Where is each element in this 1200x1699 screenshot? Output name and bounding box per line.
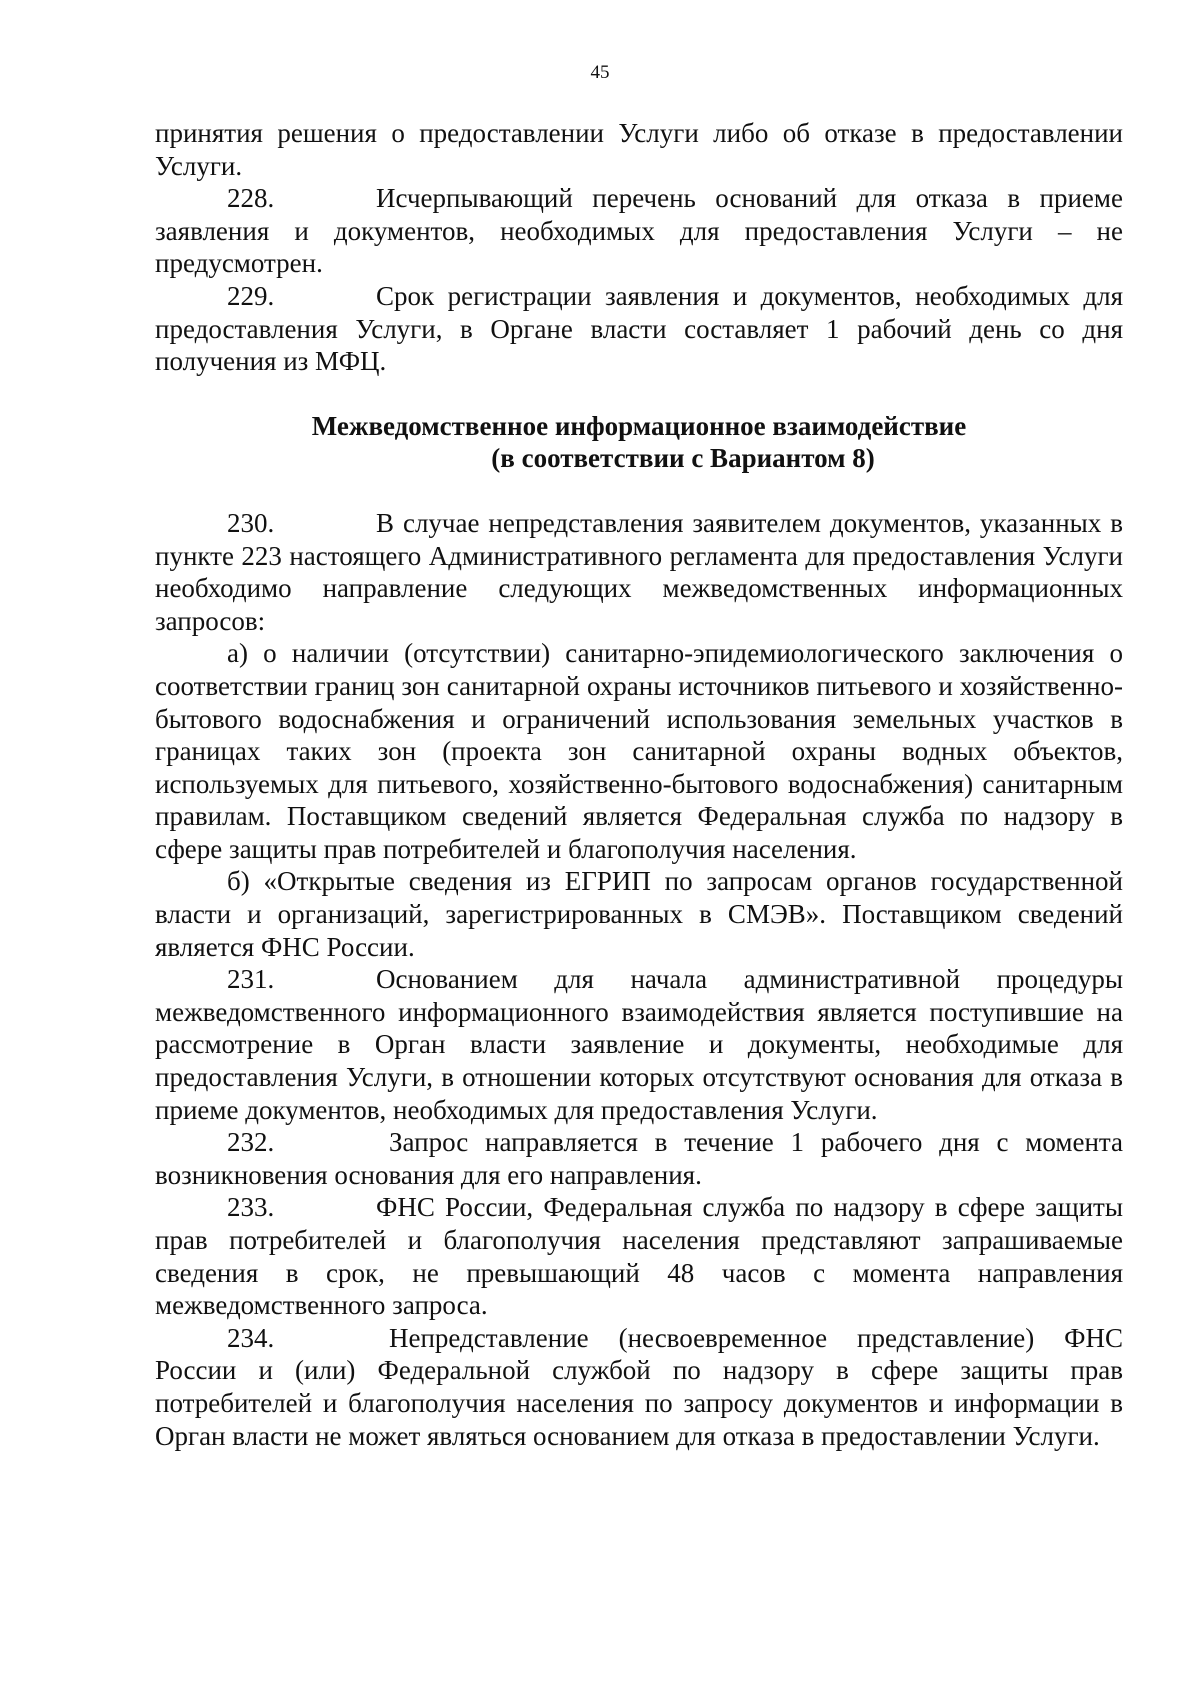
- paragraph-text: Исчерпывающий перечень оснований для отказа в приеме заявления и документов, необходимых для предоставления Услуги – не предусмотрен.: [155, 183, 1123, 279]
- paragraph-233: [155, 1191, 1123, 1321]
- paragraph-number: 232.: [227, 1127, 275, 1158]
- paragraph-number: 229.: [227, 280, 275, 311]
- paragraph-number: 228.: [227, 183, 275, 214]
- section-heading-line2: (в соответствии с Вариантом 8): [491, 443, 875, 474]
- paragraph-232: [155, 1126, 1123, 1191]
- paragraph-text: ФНС России, Федеральная служба по надзору в сфере защиты прав потребителей и благополучия населения представляют запрашиваемые сведения в срок, не превышающий 48 часов с момента направления межведомственного запроса.: [155, 1192, 1123, 1321]
- paragraph-text: В случае непредставления заявителем документов, указанных в пункте 223 настоящего Административного регламента для предоставления Услуги необходимо направление следующих межведомственных информационных запросов:: [155, 507, 1123, 636]
- paragraph-number: 231.: [227, 964, 275, 995]
- paragraph-234: [155, 1322, 1123, 1452]
- section-heading-line1: Межведомственное информационное взаимодействие: [311, 410, 967, 441]
- page-number: 45: [590, 62, 610, 83]
- paragraph-228: [155, 182, 1123, 280]
- section-heading: [155, 410, 1123, 475]
- paragraph-229: [155, 280, 1123, 378]
- paragraph-text: Срок регистрации заявления и документов, необходимых для предоставления Услуги, в Органе власти составляет 1 рабочий день со дня получения из МФЦ.: [155, 280, 1123, 377]
- spacer: [155, 378, 1123, 410]
- paragraph-continuation: принятия решения о предоставлении Услуги либо об отказе в предоставлении Услуги.: [155, 118, 1123, 181]
- spacer: [155, 475, 1123, 507]
- paragraph-number: 230.: [227, 507, 275, 538]
- paragraph-230-a: а) о наличии (отсутствии) санитарно-эпидемиологического заключения о соответствии границ зон санитарной охраны источников питьевого и хозяйственно-бытового водоснабжения и ограничений использования земельных участков в границах таких зон (проекта зон санитарной охраны водных объектов, используемых для питьевого, хозяйственно-бытового водоснабжения) санитарным правилам. Поставщиком сведений является Федеральная служба по надзору в сфере защиты прав потребителей и благополучия населения.: [155, 638, 1123, 864]
- paragraph-text: Запрос направляется в течение 1 рабочего дня с момента возникновения основания для его направления.: [155, 1127, 1123, 1190]
- document-body: [155, 117, 1123, 1452]
- paragraph-230-b: б) «Открытые сведения из ЕГРИП по запросам органов государственной власти и организаций, зарегистрированных в СМЭВ». Поставщиком сведений является ФНС России.: [155, 866, 1123, 962]
- paragraph-text: Основанием для начала административной процедуры межведомственного информационного взаимодействия является поступившие на рассмотрение в Орган власти заявление и документы, необходимые для предоставления Услуги, в отношении которых отсутствуют основания для отказа в приеме документов, необходимых для предоставления Услуги.: [155, 964, 1123, 1125]
- paragraph-231: [155, 963, 1123, 1126]
- paragraph-230: [155, 507, 1123, 637]
- paragraph-number: 233.: [227, 1192, 275, 1223]
- paragraph-text: Непредставление (несвоевременное представление) ФНС России и (или) Федеральной службой по надзору в сфере защиты прав потребителей и благополучия населения по запросу документов и информации в Орган власти не может являться основанием для отказа в предоставлении Услуги.: [155, 1322, 1123, 1451]
- paragraph-number: 234.: [227, 1322, 275, 1353]
